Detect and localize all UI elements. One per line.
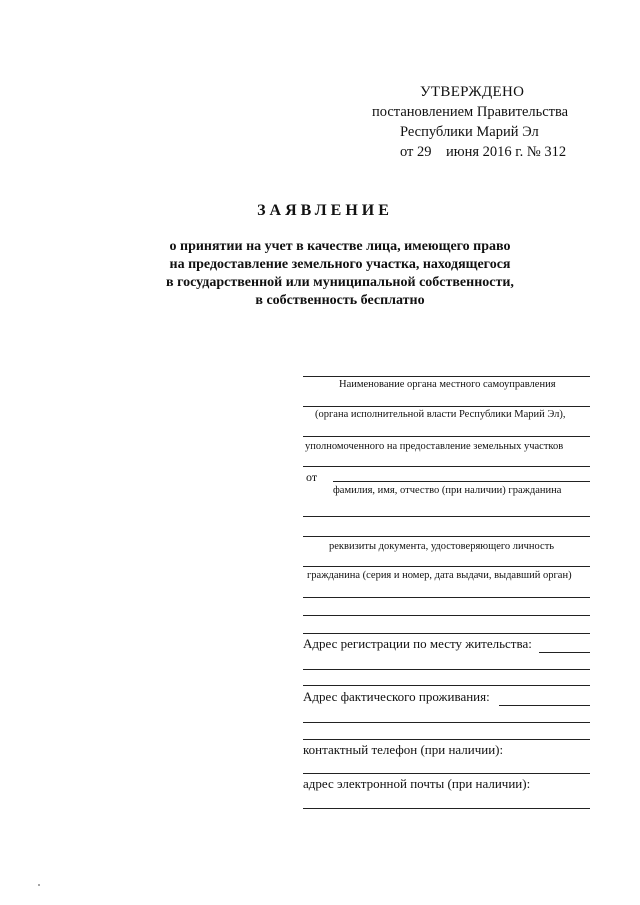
actual-address-label: Адрес фактического проживания: <box>303 689 490 704</box>
id-document-line-2[interactable] <box>303 566 590 567</box>
email-line[interactable] <box>303 808 590 809</box>
registration-address-inline-line[interactable] <box>539 652 590 653</box>
actual-address-line-2[interactable] <box>303 722 590 723</box>
registration-address-line-2[interactable] <box>303 669 590 670</box>
phone-line[interactable] <box>303 773 590 774</box>
approval-by-decree: постановлением Правительства <box>372 104 569 120</box>
application-form <box>303 376 590 816</box>
scan-speck <box>38 884 40 886</box>
authority-name-line[interactable] <box>303 376 590 377</box>
document-subtitle <box>140 238 540 310</box>
applicant-name-line[interactable] <box>333 481 590 482</box>
id-document-line-5[interactable] <box>303 633 590 634</box>
approval-date-number: от 29 июня 2016 г. № 312 <box>400 144 567 160</box>
from-label: от <box>306 470 318 484</box>
separator-line <box>303 466 590 467</box>
approval-republic: Республики Марий Эл <box>400 124 539 140</box>
authority-caption-2: (органа исполнительной власти Республики Марий Эл), <box>315 409 566 420</box>
id-document-caption-1: реквизиты документа, удостоверяющего личность <box>329 541 555 552</box>
subtitle-line: на предоставление земельного участка, находящегося <box>169 257 511 272</box>
id-document-caption-2: гражданина (серия и номер, дата выдачи, выдавший орган) <box>307 570 572 581</box>
applicant-name-caption: фамилия, имя, отчество (при наличии) гражданина <box>333 485 562 496</box>
registration-address-line-3[interactable] <box>303 685 590 686</box>
subtitle-line: о принятии на учет в качестве лица, имеющего право <box>169 239 511 254</box>
authority-line-3[interactable] <box>303 436 590 437</box>
subtitle-line: в собственность бесплатно <box>255 293 425 308</box>
applicant-name-line-2[interactable] <box>303 516 590 517</box>
authority-line-2[interactable] <box>303 406 590 407</box>
id-document-line-4[interactable] <box>303 615 590 616</box>
registration-address-label: Адрес регистрации по месту жительства: <box>303 636 532 651</box>
id-document-line-3[interactable] <box>303 597 590 598</box>
phone-label: контактный телефон (при наличии): <box>303 742 504 757</box>
authority-caption-3: уполномоченного на предоставление земельных участков <box>305 441 564 452</box>
id-document-line[interactable] <box>303 536 590 537</box>
approval-block <box>372 82 592 162</box>
subtitle-line: в государственной или муниципальной собственности, <box>166 275 514 290</box>
email-label: адрес электронной почты (при наличии): <box>303 776 531 791</box>
actual-address-line-3[interactable] <box>303 739 590 740</box>
actual-address-inline-line[interactable] <box>499 705 590 706</box>
authority-caption-1: Наименование органа местного самоуправления <box>339 379 556 390</box>
approval-stamp: УТВЕРЖДЕНО <box>420 84 525 100</box>
document-title: ЗАЯВЛЕНИЕ <box>257 202 393 219</box>
